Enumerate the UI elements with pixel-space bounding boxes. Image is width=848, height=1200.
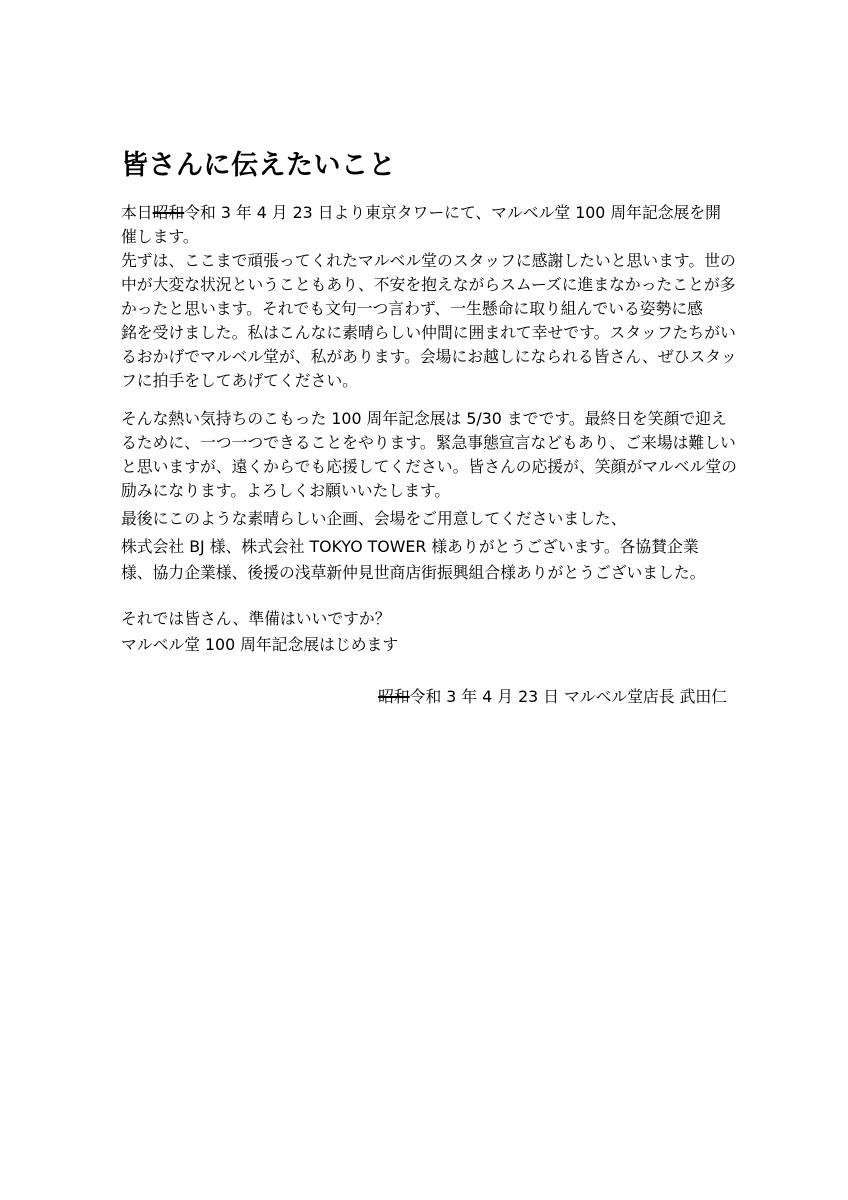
body-line: 様、協力企業様、後援の浅草新仲見世商店街振興組合様ありがとうございました。 [121,563,706,582]
body-line: 銘を受けました。私はこんなに素晴らしい仲間に囲まれて幸せです。スタッフたちがい [121,323,736,342]
closing-line: それでは皆さん、準備はいいですか？ [121,609,391,628]
body-line: 励みになります。よろしくお願いいたします。 [121,481,451,500]
signature-struck-era: 昭和 [378,687,410,706]
intro-rest: 令和 3 年 4 月 23 日より東京タワーにて、マルベル堂 100 周年記念展を開 [184,203,721,222]
body-line: と思いますが、遠くからでも応援してください。皆さんの応援が、笑顔がマルベル堂の [121,457,737,476]
body-line: 先ずは、ここまで頑張ってくれたマルベル堂のスタッフに感謝したいと思います。世の [121,251,736,270]
intro-prefix: 本日 [121,203,153,222]
body-line: 中が大変な状況ということもあり、不安を抱えながらスムーズに進まなかったことが多 [121,275,736,294]
intro-line-1 [121,201,721,225]
body-line: 最後にこのような素晴らしい企画、会場をご用意してくださいました、 [121,509,627,528]
body-line: かったと思います。それでも文句一つ言わず、一生懸命に取り組んでいる姿勢に感 [121,299,703,318]
intro-line-2: 催します。 [121,227,199,246]
closing-line: マルベル堂 100 周年記念展はじめます [121,635,399,654]
body-line: そんな熱い気持ちのこもった 100 周年記念展は 5/30 までです。最終日を笑顔で迎え [121,409,727,428]
body-line: フに拍手をしてあげてください。 [121,371,358,390]
body-line: 株式会社 BJ 様、株式会社 TOKYO TOWER 様ありがとうございます。各協賛企業 [121,537,699,556]
intro-struck-era: 昭和 [152,203,185,222]
body-line: るおかげでマルベル堂が、私があります。会場にお越しになられる皆さん、ぜひスタッ [121,347,737,366]
signature-line [378,685,727,709]
page-title: 皆さんに伝えたいこと [121,150,396,181]
signature-text: 令和 3 年 4 月 23 日 マルベル堂店長 武田仁 [409,687,727,706]
body-line: るために、一つ一つできることをやります。緊急事態宣言などもあり、ご来場は難しい [121,433,736,452]
